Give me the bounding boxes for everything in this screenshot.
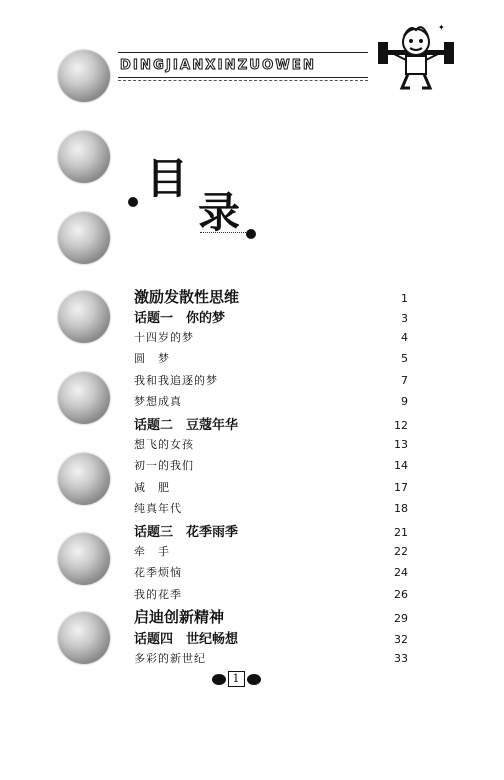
toc-entry-title: 梦想成真 <box>134 395 182 408</box>
toc-entry[interactable] <box>134 500 408 520</box>
toc-entry-title: 多彩的新世纪 <box>134 652 206 665</box>
toc-entry[interactable] <box>134 628 408 648</box>
toc-entry[interactable] <box>134 650 408 670</box>
decorative-ball <box>58 50 110 102</box>
toc-entry-page: 21 <box>394 526 408 539</box>
banner-dotted-line <box>118 80 368 81</box>
toc-entry-title: 我的花季 <box>134 588 182 601</box>
toc-entry-page: 9 <box>401 395 408 408</box>
toc-entry-page: 32 <box>394 633 408 646</box>
toc-entry[interactable] <box>134 586 408 606</box>
toc-entry-page: 33 <box>394 652 408 665</box>
toc-entry[interactable] <box>134 307 408 327</box>
toc-entry[interactable] <box>134 372 408 392</box>
weightlifter-cartoon-icon <box>376 18 456 92</box>
decorative-ball <box>58 131 110 183</box>
toc-entry-page: 5 <box>401 352 408 365</box>
toc-entry[interactable] <box>134 414 408 434</box>
title-char-mu: 目 <box>146 154 189 203</box>
title-dot-left <box>128 197 138 207</box>
toc-entry-title: 我和我追逐的梦 <box>134 374 218 387</box>
title-char-lu: 录 <box>198 188 241 237</box>
toc-entry-title: 想飞的女孩 <box>134 438 194 451</box>
toc-entry-page: 14 <box>394 459 408 472</box>
decorative-ball <box>58 612 110 664</box>
toc-entry[interactable] <box>134 436 408 456</box>
toc-entry-page: 26 <box>394 588 408 601</box>
decorative-ball <box>58 533 110 585</box>
page-number-badge <box>206 671 266 687</box>
toc-entry[interactable] <box>134 286 408 306</box>
toc-entry-page: 7 <box>401 374 408 387</box>
toc-entry[interactable] <box>134 521 408 541</box>
decorative-ball <box>58 372 110 424</box>
page-number: 1 <box>228 671 245 687</box>
toc-entry[interactable] <box>134 457 408 477</box>
toc-entry-page: 3 <box>401 312 408 325</box>
toc-entry-title: 牵 手 <box>134 545 170 558</box>
toc-entry-page: 24 <box>394 566 408 579</box>
toc-entry[interactable] <box>134 329 408 349</box>
toc-entry-page: 13 <box>394 438 408 451</box>
toc-entry-page: 29 <box>394 612 408 625</box>
toc-entry[interactable] <box>134 606 408 626</box>
toc-entry-title: 花季烦恼 <box>134 566 182 579</box>
decorative-ball <box>58 291 110 343</box>
title-underline <box>200 232 246 233</box>
title-dot-right <box>246 229 256 239</box>
svg-text:✦: ✦ <box>438 23 445 32</box>
decorative-ball <box>58 212 110 264</box>
toc-entry-title: 启迪创新精神 <box>134 608 225 626</box>
toc-entry-page: 12 <box>394 419 408 432</box>
toc-entry[interactable] <box>134 479 408 499</box>
toc-entry-title: 话题三 花季雨季 <box>134 525 239 540</box>
toc-entry-title: 减 肥 <box>134 481 170 494</box>
toc-entry-page: 1 <box>401 292 408 305</box>
decorative-ball <box>58 453 110 505</box>
toc-entry-title: 话题一 你的梦 <box>134 311 226 326</box>
toc-entry-page: 22 <box>394 545 408 558</box>
toc-entry-title: 初一的我们 <box>134 459 194 472</box>
page-number-right-ornament <box>247 674 261 685</box>
banner-title: DINGJIANXINZUOWEN <box>120 57 317 73</box>
toc-entry[interactable] <box>134 543 408 563</box>
toc-entry-title: 纯真年代 <box>134 502 182 515</box>
toc-entry[interactable] <box>134 350 408 370</box>
toc-entry-title: 十四岁的梦 <box>134 331 194 344</box>
toc-entry-title: 圆 梦 <box>134 352 170 365</box>
toc-entry-title: 激励发散性思维 <box>134 288 240 306</box>
toc-entry-title: 话题二 豆蔻年华 <box>134 418 239 433</box>
toc-entry[interactable] <box>134 564 408 584</box>
toc-entry-page: 17 <box>394 481 408 494</box>
toc-entry-page: 4 <box>401 331 408 344</box>
page-number-left-ornament <box>212 674 226 685</box>
toc-entry-title: 话题四 世纪畅想 <box>134 632 239 647</box>
header-banner <box>118 52 368 78</box>
toc-entry-page: 18 <box>394 502 408 515</box>
toc-entry[interactable] <box>134 393 408 413</box>
